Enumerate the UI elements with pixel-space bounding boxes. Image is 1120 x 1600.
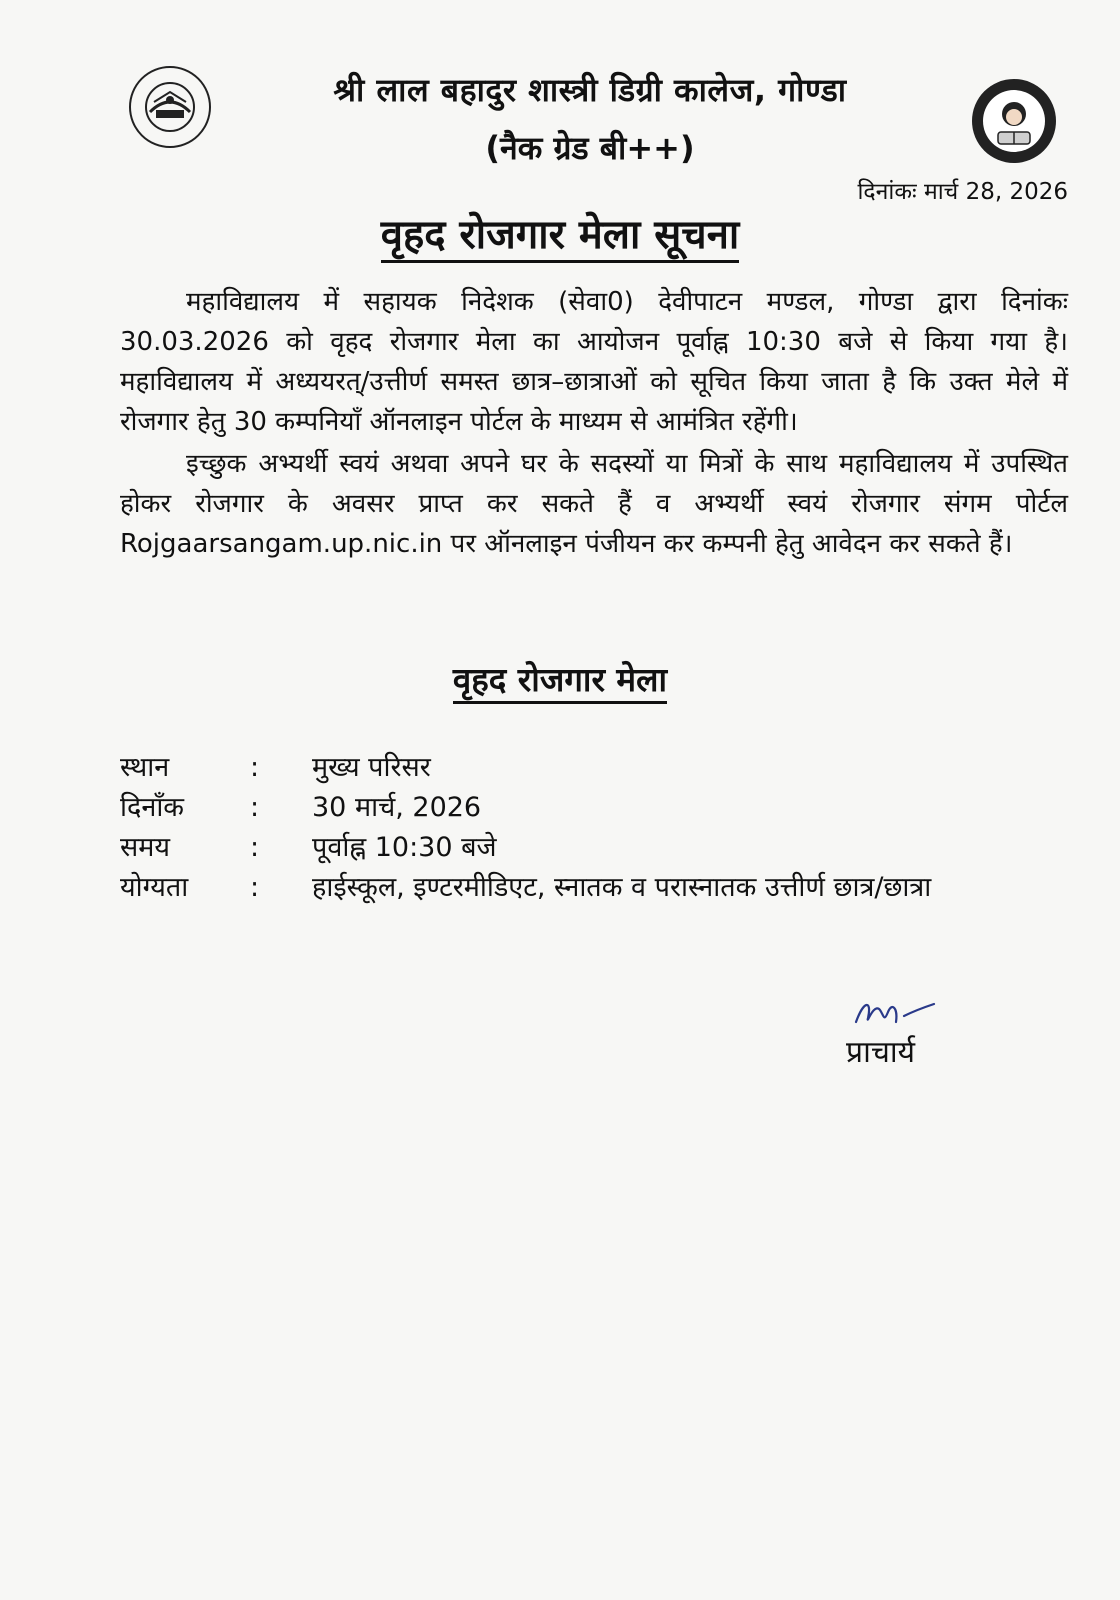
detail-label: स्थान	[120, 752, 170, 783]
detail-label: समय	[120, 832, 171, 863]
paragraph: इच्छुक अभ्यर्थी स्वयं अथवा अपने घर के सदस्यों या मित्रों के साथ महाविद्यालय में उपस्थित होकर रोजगार के अवसर प्राप्त कर सकते हैं व अभ्यर्थी स्वयं रोजगार संगम पोर्टल Rojgaarsangam.up.nic.in पर ऑनलाइन पंजीयन कर कम्पनी हेतु आवेदन कर सकते हैं।	[120, 449, 1068, 559]
detail-row-venue	[120, 748, 1068, 788]
detail-value: पूर्वाह्न 10:30 बजे	[312, 832, 497, 863]
detail-value: हाईस्कूल, इण्टरमीडिएट, स्नातक व परास्नातक उत्तीर्ण छात्र/छात्रा	[312, 872, 932, 903]
beti-bachao-logo	[966, 76, 1066, 166]
detail-colon: :	[250, 752, 260, 783]
notice-body	[120, 282, 1068, 566]
notice-date: दिनांकः मार्च 28, 2026	[857, 179, 1068, 205]
detail-row-date	[120, 788, 1068, 828]
detail-label: दिनाँक	[120, 792, 185, 823]
detail-colon: :	[250, 872, 260, 903]
paragraph: महाविद्यालय में सहायक निदेशक (सेवा0) देवीपाटन मण्डल, गोण्डा द्वारा दिनांकः 30.03.2026 को वृहद रोजगार मेला का आयोजन पूर्वाह्न 10:30 बजे से किया गया है। महाविद्यालय में अध्ययरत्/उत्तीर्ण समस्त छात्र–छात्राओं को सूचित किया जाता है कि उक्त मेले में रोजगार हेतु 30 कम्पनियाँ ऑनलाइन पोर्टल के माध्यम से आमंत्रित रहेंगी।	[120, 287, 1068, 437]
detail-value: 30 मार्च, 2026	[312, 792, 482, 823]
detail-colon: :	[250, 792, 260, 823]
detail-label: योग्यता	[120, 872, 189, 903]
fair-details	[120, 748, 1068, 908]
signatory-title: प्राचार्य	[846, 1035, 916, 1070]
detail-value: मुख्य परिसर	[312, 752, 431, 783]
naac-grade: (नैक ग्रेड बी++)	[485, 129, 695, 167]
college-name: श्री लाल बहादुर शास्त्री डिग्री कालेज, गोण्डा	[333, 71, 847, 109]
fair-subtitle: वृहद रोजगार मेला	[0, 656, 1120, 701]
college-logo	[112, 62, 230, 152]
detail-row-time	[120, 828, 1068, 868]
notice-title: वृहद रोजगार मेला सूचना	[0, 205, 1120, 260]
detail-colon: :	[250, 832, 260, 863]
detail-row-eligibility	[120, 868, 1068, 908]
